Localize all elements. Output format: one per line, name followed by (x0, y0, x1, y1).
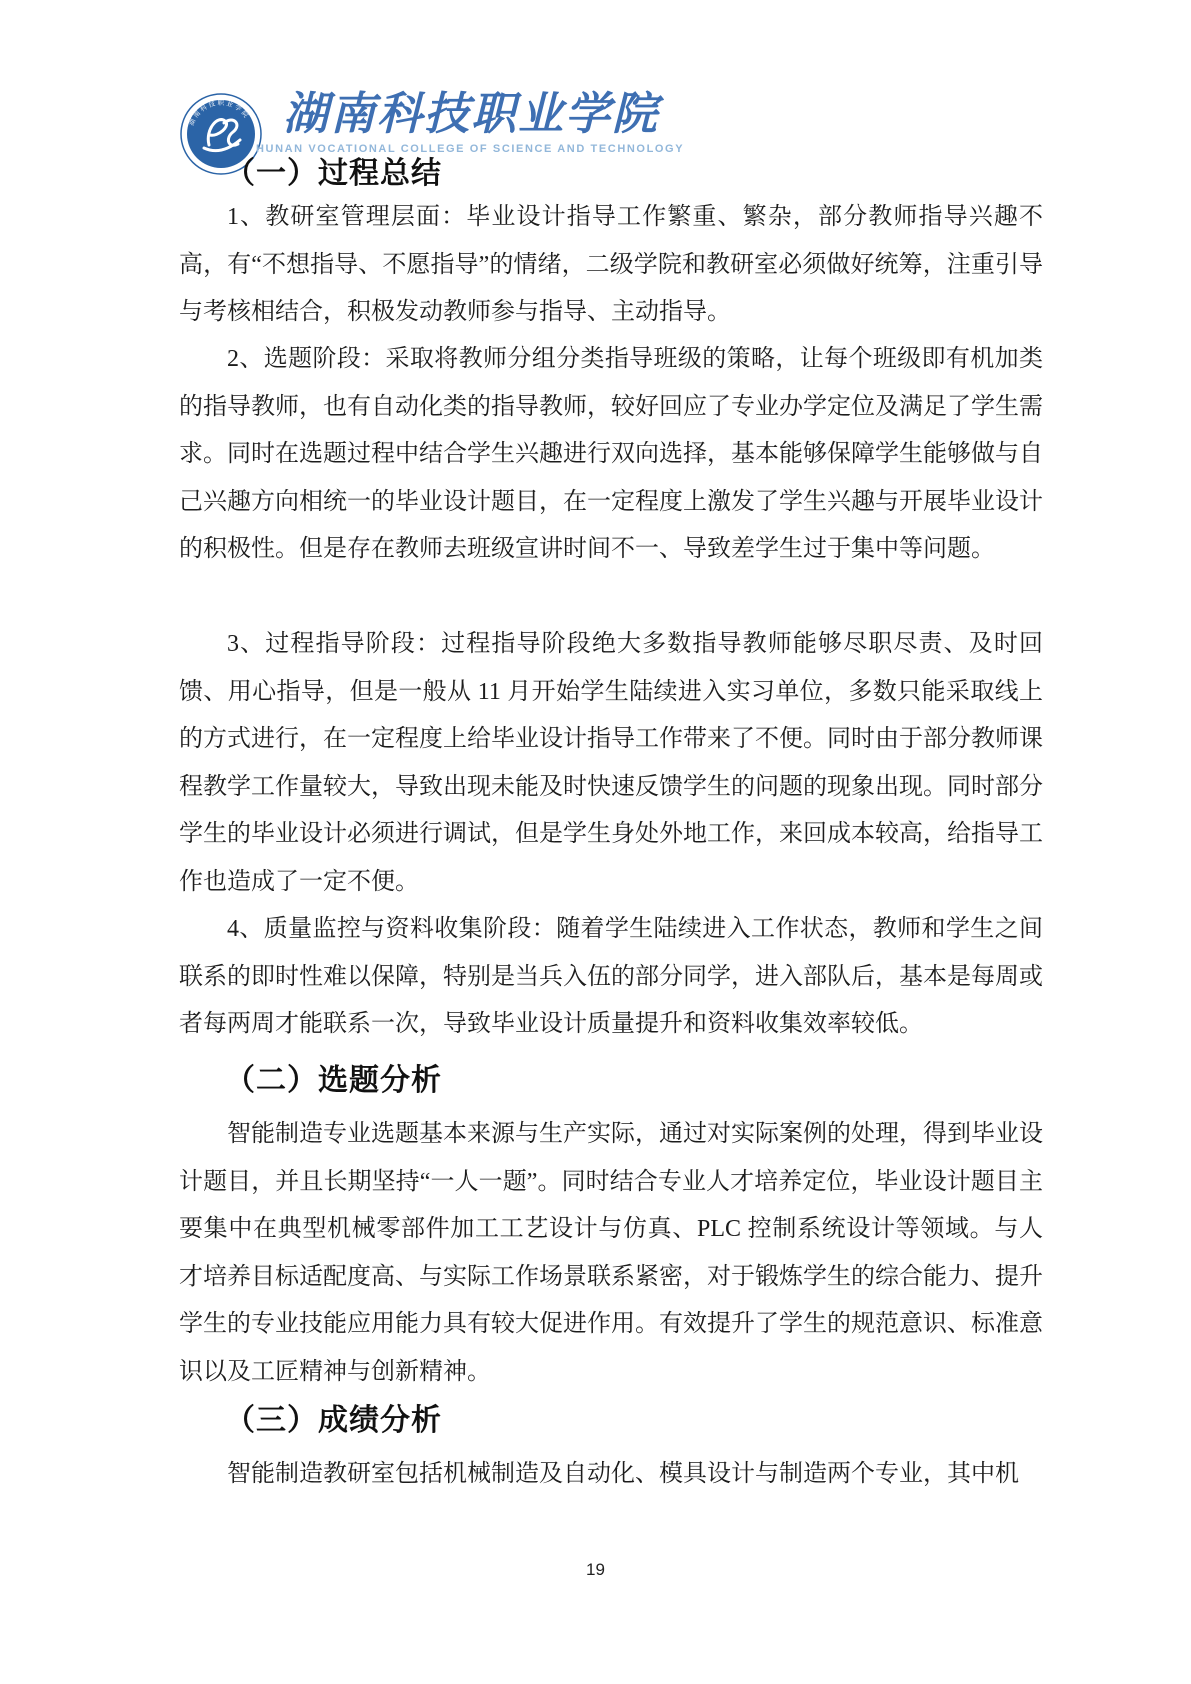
section-heading-score-analysis: （三）成绩分析 (225, 1404, 442, 1437)
paragraph-topic-selection-stage: 2、选题阶段：采取将教师分组分类指导班级的策略，让每个班级即有机加类的指导教师，也有自动化类的指导教师，较好回应了专业办学定位及满足了学生需求。同时在选题过程中结合学生兴趣进行双向选择，基本能够保障学生能够做与自己兴趣方向相统一的毕业设计题目，在一定程度上激发了学生兴趣与开展毕业设计的积极性。但是存在教师去班级宣讲时间不一、导致差学生过于集中等问题。 (179, 346, 1043, 562)
paragraph-process-guidance-stage: 3、过程指导阶段：过程指导阶段绝大多数指导教师能够尽职尽责、及时回馈、用心指导，但是一般从 11 月开始学生陆续进入实习单位，多数只能采取线上的方式进行，在一定程度上给毕业设计指导工作带来了不便。同时由于部分教师课程教学工作量较大，导致出现未能及时快速反馈学生的问题的现象出现。同时部分学生的毕业设计必须进行调试，但是学生身处外地工作，来回成本较高，给指导工作也造成了一定不便。 (179, 631, 1043, 895)
emblem-ring-text: 湖南科技职业学院 (187, 98, 252, 127)
paragraph-teaching-office-management: 1、教研室管理层面：毕业设计指导工作繁重、繁杂，部分教师指导兴趣不高，有“不想指导、不愿指导”的情绪，二级学院和教研室必须做好统筹，注重引导与考核相结合，积极发动教师参与指导、主动指导。 (179, 204, 1043, 325)
section-heading-process-summary: （一）过程总结 (225, 157, 442, 190)
paragraph-score-analysis: 智能制造教研室包括机械制造及自动化、模具设计与制造两个专业，其中机 (227, 1461, 1019, 1487)
page-number: 19 (586, 1560, 605, 1579)
college-name-english: HUNAN VOCATIONAL COLLEGE OF SCIENCE AND TECHNOLOGY (256, 143, 685, 155)
paragraph-topic-analysis: 智能制造专业选题基本来源与生产实际，通过对实际案例的处理，得到毕业设计题目，并且长期坚持“一人一题”。同时结合专业人才培养定位，毕业设计题目主要集中在典型机械零部件加工工艺设计与仿真、PLC 控制系统设计等领域。与人才培养目标适配度高、与实际工作场景联系紧密，对于锻炼学生的综合能力、提升学生的专业技能应用能力具有较大促进作用。有效提升了学生的规范意识、标准意识以及工匠精神与创新精神。 (179, 1121, 1043, 1385)
section-heading-topic-analysis: （二）选题分析 (225, 1064, 442, 1097)
paragraph-quality-monitoring-stage: 4、质量监控与资料收集阶段：随着学生陆续进入工作状态，教师和学生之间联系的即时性难以保障，特别是当兵入伍的部分同学，进入部队后，基本是每周或者每两周才能联系一次，导致毕业设计质量提升和资料收集效率较低。 (179, 916, 1043, 1037)
college-name-chinese: 湖南科技职业学院 (283, 87, 660, 140)
